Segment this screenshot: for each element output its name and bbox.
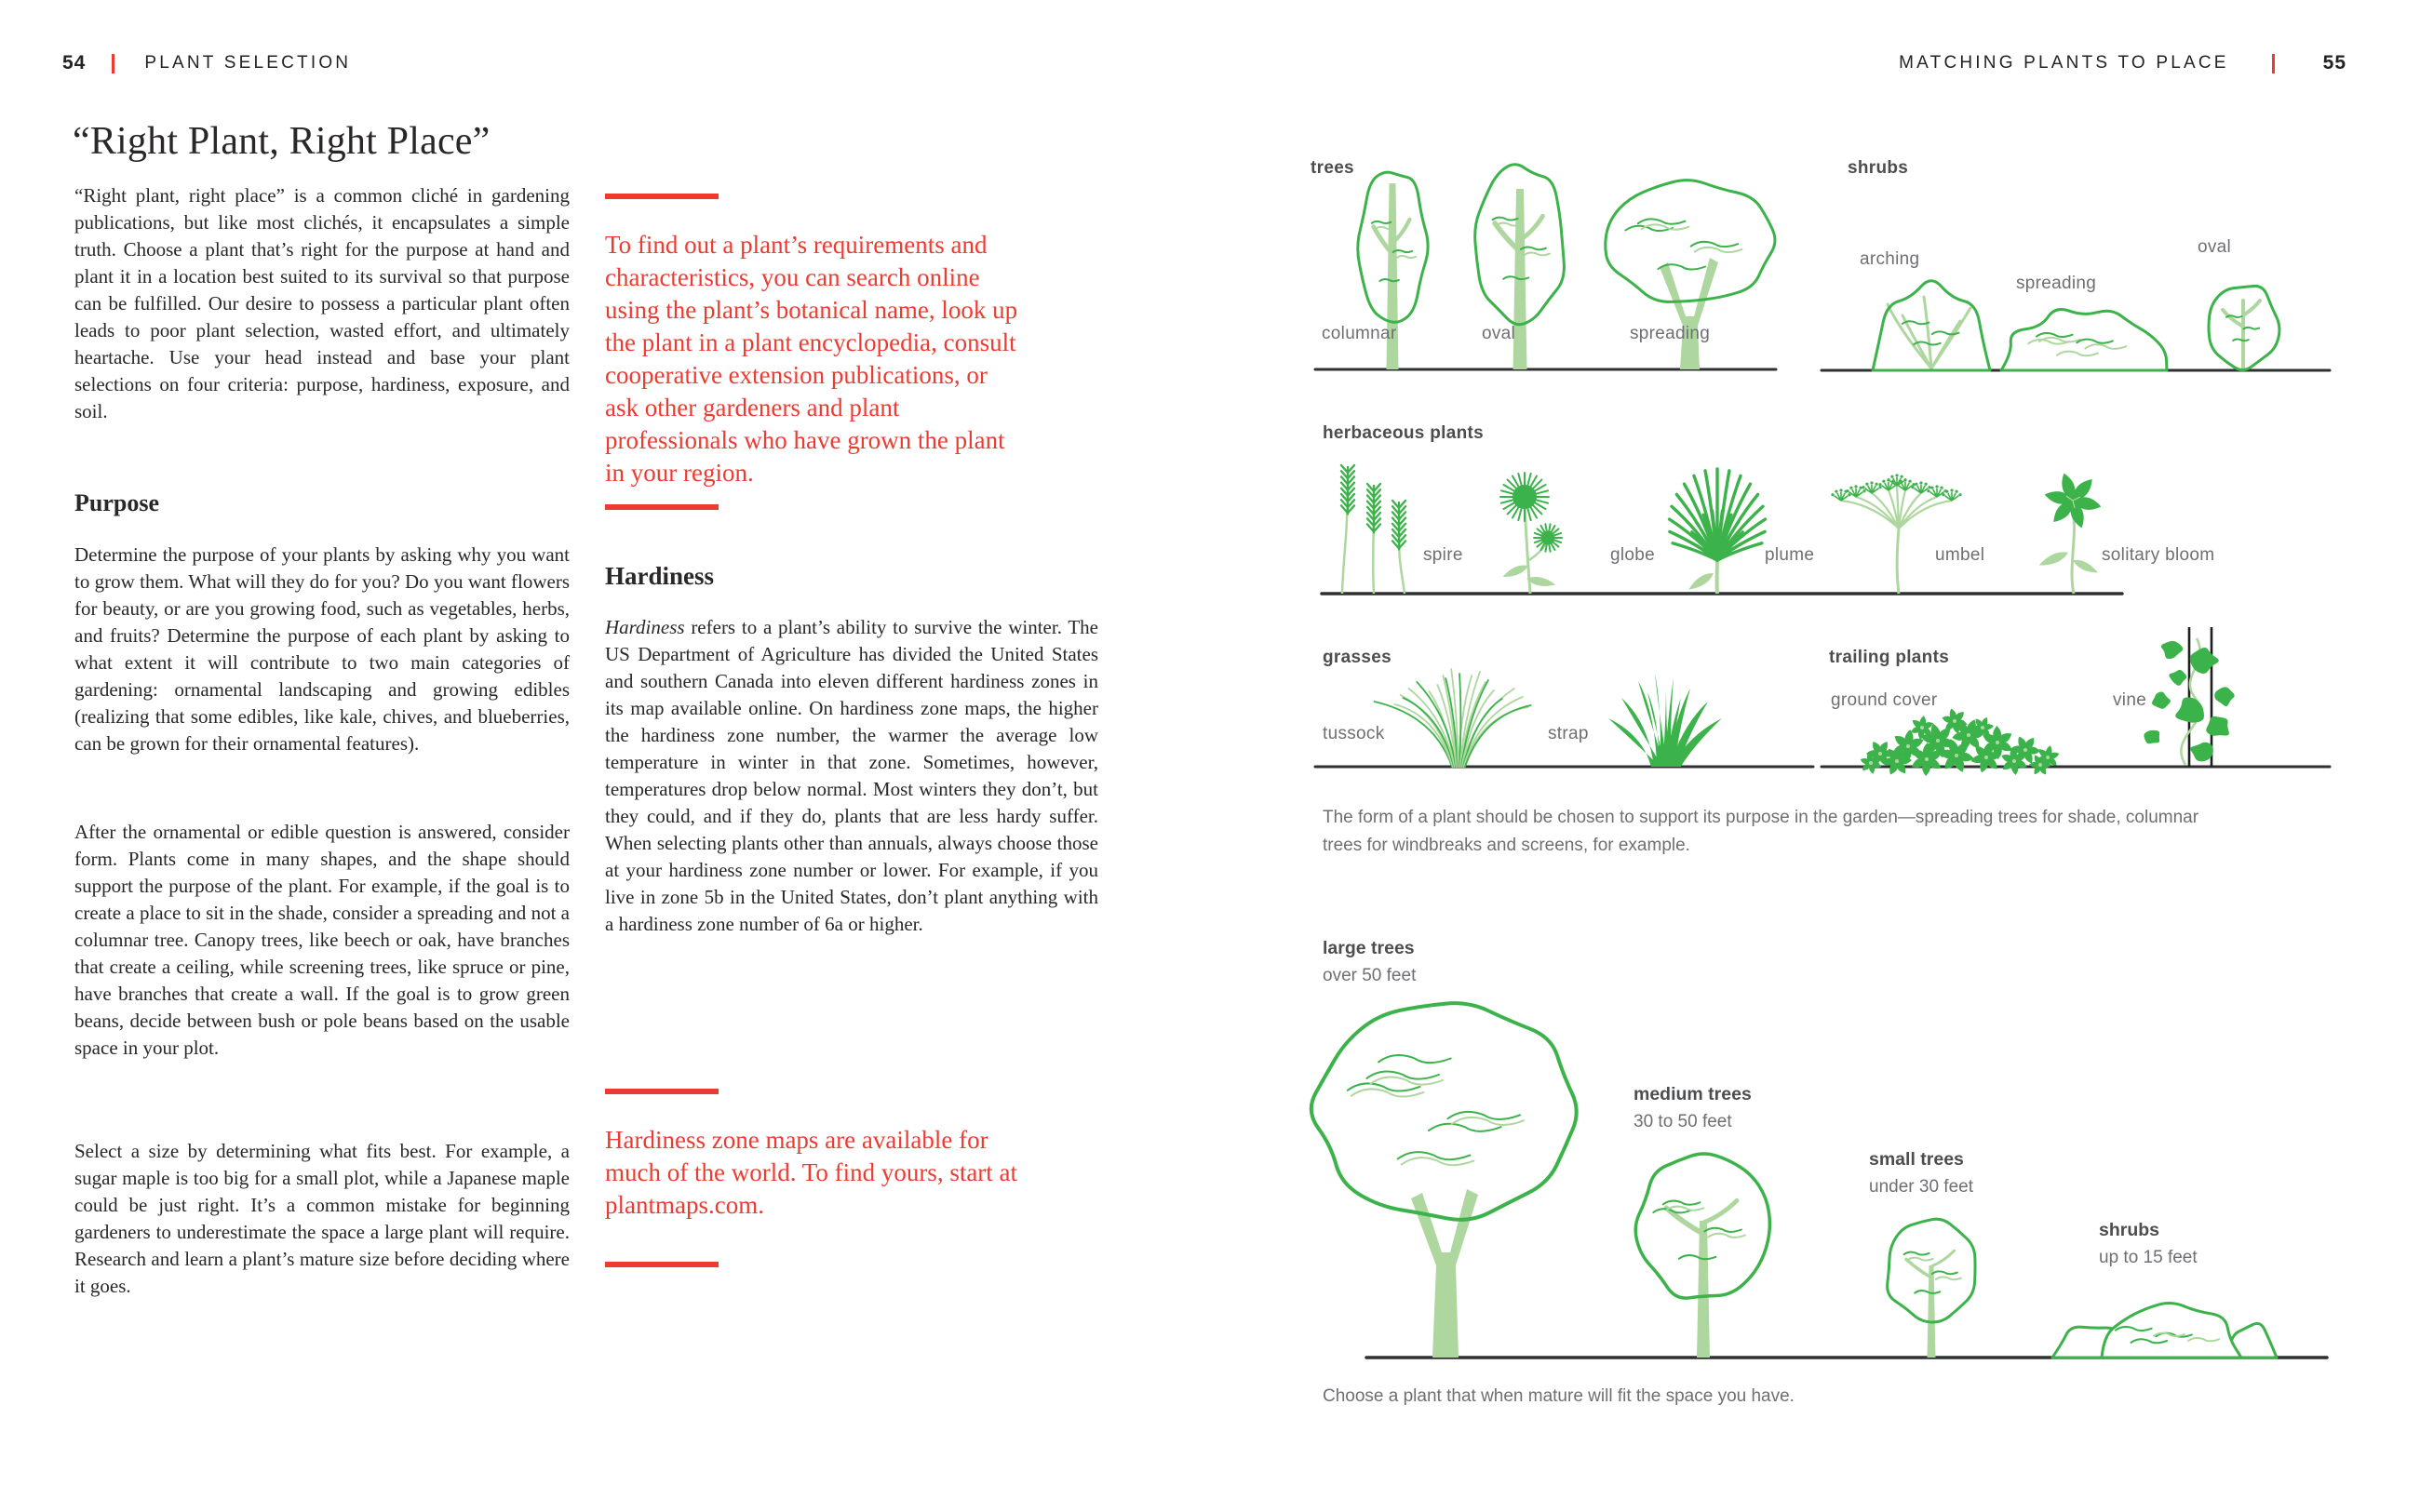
- purpose-heading: Purpose: [74, 489, 159, 516]
- left-running-head: [62, 52, 351, 74]
- herbaceous-group-label: herbaceous plants: [1323, 423, 1484, 443]
- pull-quote-bottom-rule: [605, 504, 719, 510]
- herbaceous-forms-illustration: [1303, 456, 2141, 605]
- forms-caption: The form of a plant should be chosen to support its purpose in the garden—spreading trees for shade, columnar trees for windbreaks and screens, for example.: [1323, 808, 2199, 855]
- large-trees-range: over 50 feet: [1323, 966, 1417, 985]
- grasses-group-label: grasses: [1323, 648, 1392, 667]
- purpose-paragraph-2: After the ornamental or edible question is answered, consider form. Plants come in many shapes, and the shape should support the purpose of the plant. For example, if the goal is to create a place to sit in the shade, consider a spreading and not a columnar tree. Canopy trees, like beech or oak, have branches that create a ceiling, while screening trees, like spruce or pine, have branches that create a wall. If the goal is to grow green beans, decide between bush or pole beans based on the usable space in your plot.: [74, 821, 570, 1059]
- pull-quote-top-rule: [605, 194, 719, 199]
- pull-quote2-top-rule: [605, 1089, 719, 1094]
- herb-solitary-bloom-label: solitary bloom: [2102, 545, 2215, 565]
- hardiness-heading: Hardiness: [605, 562, 715, 590]
- grass-tussock-label: tussock: [1323, 724, 1385, 743]
- trailing-vine-label: vine: [2113, 690, 2147, 710]
- hardiness-body-text: refers to a plant’s ability to survive the winter. The US Department of Agriculture has divided the United States and southern Canada into eleven different hardiness zones in its map available online. On hardiness zone maps, the higher the hardiness zone number, the warmer the average low temperature in winter in that zone. Sometimes, however, temperatures drop below normal. Most winters they don’t, but they could, and if they do, plants that are less hardy suffer. When selecting plants other than annuals, always choose those at your hardiness zone number or lower. For example, if you live in zone 5b in the United States, don’t plant anything with a hardiness zone number of 6a or higher.: [605, 616, 1098, 935]
- shrub-spreading-label: spreading: [2016, 274, 2097, 293]
- herb-globe-label: globe: [1610, 545, 1655, 565]
- header-divider-bar: [112, 54, 114, 74]
- size-shrubs-label: shrubs: [2099, 1220, 2160, 1240]
- hardiness-paragraph: [605, 614, 1098, 938]
- pull-quote2-bottom-rule: [605, 1262, 719, 1267]
- shrub-arching-label: arching: [1860, 249, 1920, 269]
- right-page: [1210, 0, 2420, 1512]
- trees-group-label: trees: [1311, 158, 1354, 178]
- right-running-head-title: MATCHING PLANTS TO PLACE: [1899, 53, 2229, 73]
- purpose-paragraph-3: Select a size by determining what fits best. For example, a sugar maple is too big for a small plot, while a Japanese maple could be just right. It’s a common mistake for beginning gardeners to underestimate the space a large plant will require. Research and learn a plant’s mature size before deciding where it goes.: [74, 1140, 570, 1297]
- pull-quote-research: To find out a plant’s requirements and characteristics, you can search online using the plant’s botanical name, look up the plant in a plant encyclopedia, consult cooperative extension publications, or ask other gardeners and plant professionals who have grown the plant in your region.: [605, 231, 1018, 487]
- large-trees-label: large trees: [1323, 938, 1415, 958]
- intro-paragraph: “Right plant, right place” is a common cliché in gardening publications, but like most clichés, it encapsulates a simple truth. Choose a plant that’s right for the purpose at hand and plant it in a location best suited to its survival so that purpose can be fulfilled. Our desire to possess a particular plant often leads to poor plant selection, wasted effort, and ultimately heartache. Use your head instead and base your plant selections on four criteria: purpose, hardiness, exposure, and soil.: [74, 184, 570, 422]
- left-page-number: 54: [62, 52, 87, 74]
- medium-trees-range: 30 to 50 feet: [1634, 1112, 1732, 1131]
- trailing-ground-cover-label: ground cover: [1831, 690, 1938, 710]
- tree-oval-label: oval: [1482, 324, 1516, 343]
- shrub-oval-label: oval: [2198, 237, 2232, 257]
- left-running-head-title: PLANT SELECTION: [144, 53, 352, 73]
- small-trees-label: small trees: [1869, 1149, 1964, 1170]
- shrubs-group-label: shrubs: [1848, 158, 1909, 178]
- pull-quote-zone-maps: Hardiness zone maps are available for much of the world. To find yours, start at plantmaps.com.: [605, 1126, 1018, 1219]
- hardiness-lead-italic: Hardiness: [605, 616, 685, 638]
- article-title: “Right Plant, Right Place”: [73, 120, 491, 163]
- grass-forms-illustration: [1303, 642, 1824, 772]
- herb-plume-label: plume: [1765, 545, 1815, 565]
- tree-spreading-label: spreading: [1630, 324, 1711, 343]
- grass-strap-label: strap: [1548, 724, 1589, 743]
- header-divider-bar: [2272, 54, 2275, 74]
- right-running-head: [1899, 52, 2346, 74]
- trailing-group-label: trailing plants: [1829, 648, 1950, 667]
- tree-columnar-label: columnar: [1322, 324, 1397, 343]
- right-page-number: 55: [2322, 52, 2346, 74]
- herb-umbel-label: umbel: [1935, 545, 1985, 565]
- plant-sizes-illustration: [1303, 986, 2383, 1368]
- purpose-paragraph-1: Determine the purpose of your plants by asking why you want to grow them. What will they do for you? Do you want flowers for beauty, or are you growing food, such as vegetables, herbs, and fruits? Determine the purpose of each plant by asking to what extent it will contribute to two main categories of gardening: ornamental landscaping and growing edibles (realizing that some edibles, like kale, chives, and blueberries, can be grown for their ornamental features).: [74, 543, 570, 755]
- herb-spire-label: spire: [1423, 545, 1463, 565]
- medium-trees-label: medium trees: [1634, 1084, 1752, 1104]
- size-shrubs-range: up to 15 feet: [2099, 1248, 2198, 1267]
- sizes-caption: Choose a plant that when mature will fit the space you have.: [1323, 1386, 1795, 1406]
- small-trees-range: under 30 feet: [1869, 1177, 1973, 1197]
